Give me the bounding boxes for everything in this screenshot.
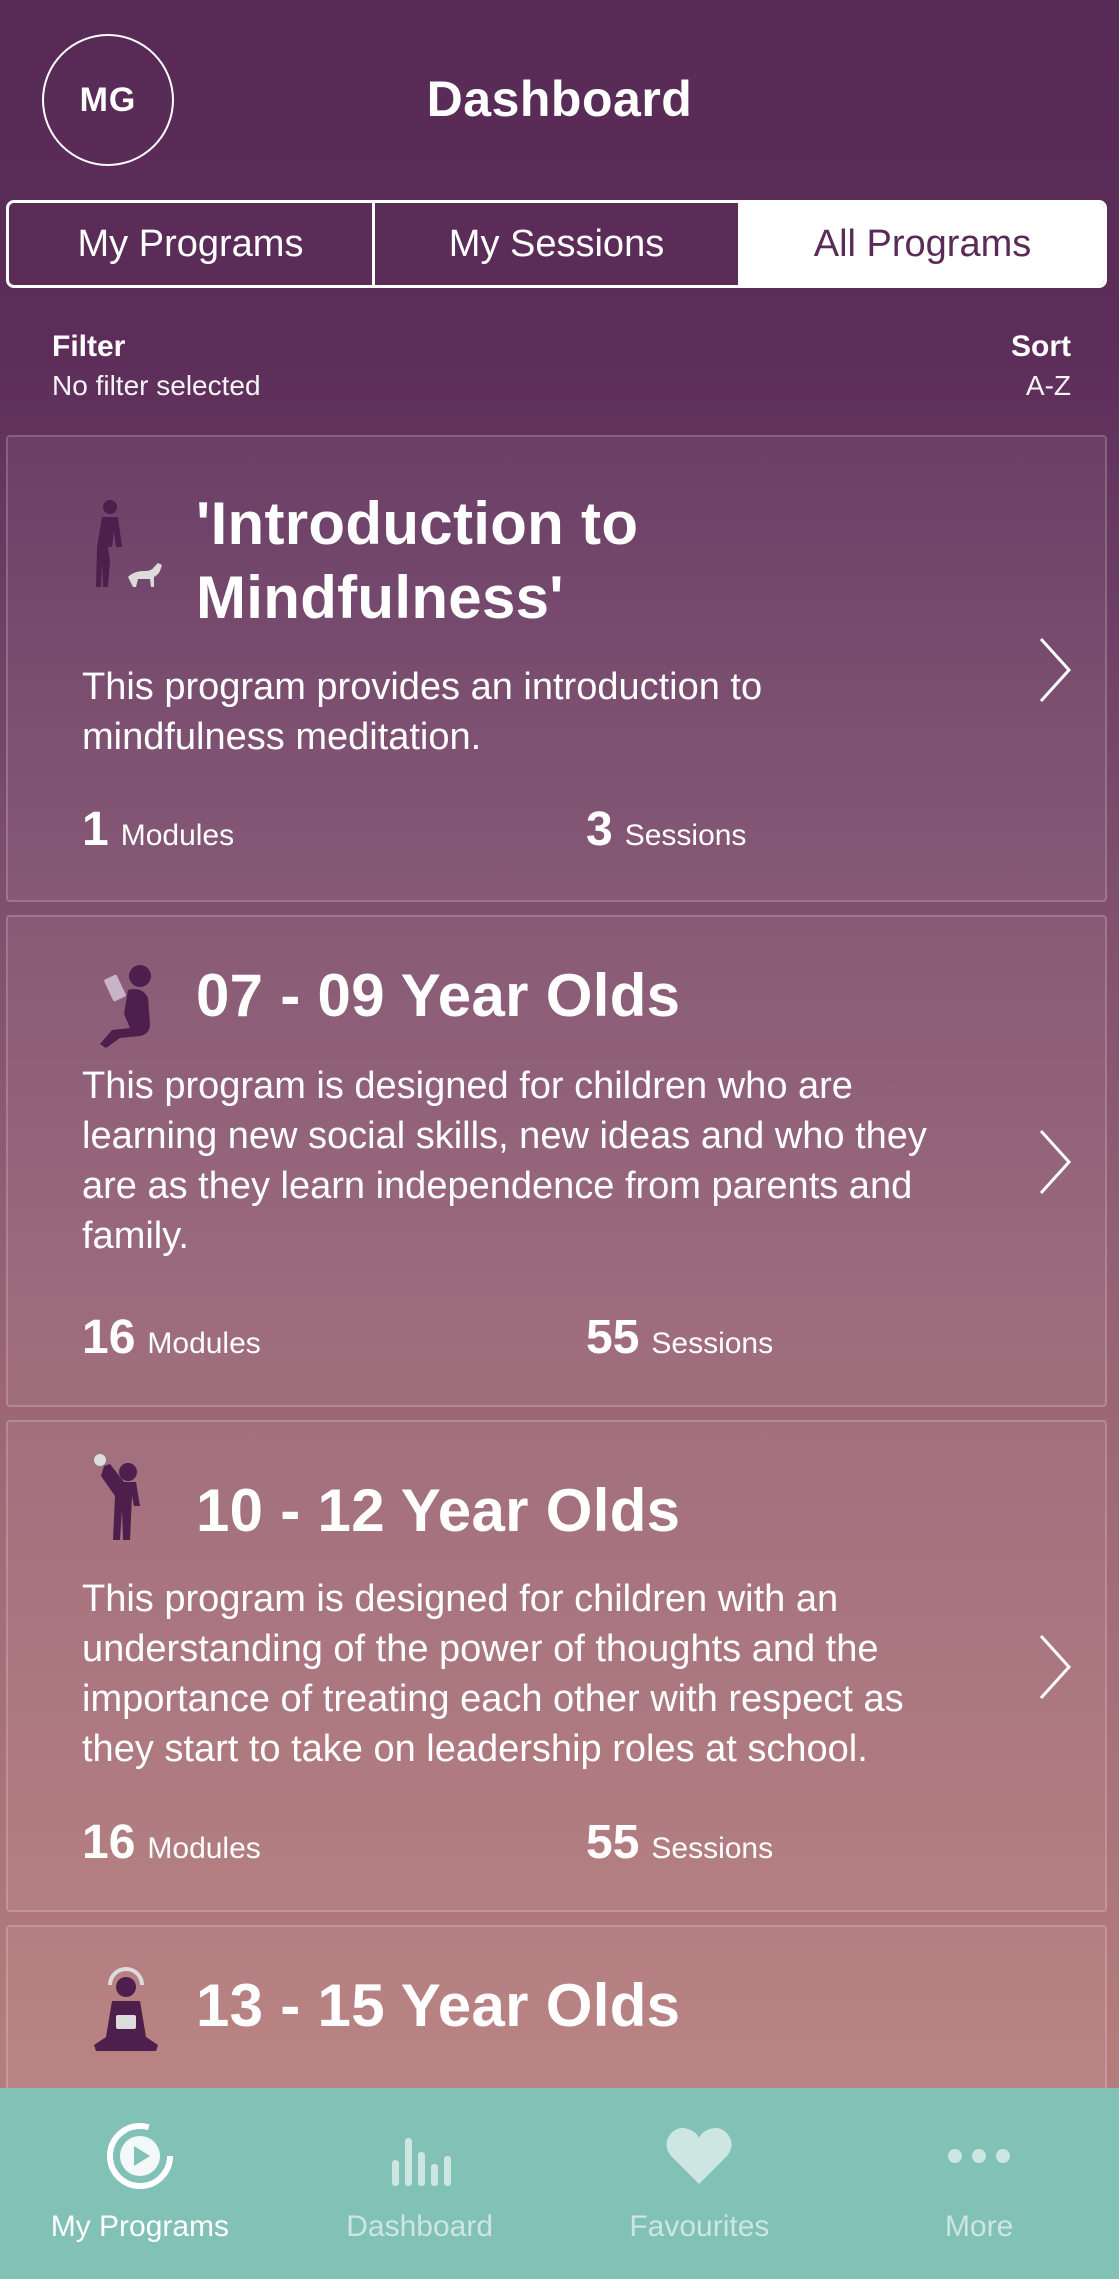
sort-title: Sort — [1011, 330, 1071, 363]
chevron-right-icon — [1035, 1127, 1075, 1197]
modules-count: 16 — [82, 1311, 136, 1364]
bar-chart-icon — [380, 2116, 460, 2196]
filter-sort-bar — [0, 330, 1119, 410]
segmented-tabs — [6, 200, 1107, 288]
nav-dashboard[interactable] — [280, 2088, 560, 2279]
nav-label: Favourites — [629, 2210, 770, 2243]
filter-value: No filter selected — [52, 370, 261, 401]
sessions-label: Sessions — [624, 819, 747, 852]
program-title: 13 - 15 Year Olds — [196, 1972, 681, 2039]
modules-stat — [82, 802, 234, 857]
program-description: This program is designed for children with an understanding of the power of thoughts and the importance of treating each other with respect as they start to take on leadership roles at school. — [82, 1578, 904, 1770]
avatar[interactable]: MG — [42, 34, 174, 166]
filter-title: Filter — [52, 330, 126, 363]
modules-label: Modules — [120, 819, 235, 852]
heart-icon — [659, 2116, 739, 2196]
sessions-count: 55 — [586, 1816, 640, 1869]
chevron-right-icon — [1035, 635, 1075, 705]
tab-all-programs[interactable]: All Programs — [738, 203, 1104, 285]
sessions-stat — [586, 1815, 773, 1870]
modules-stat — [82, 1310, 261, 1365]
page-title: Dashboard — [426, 71, 693, 127]
program-card[interactable] — [6, 915, 1107, 1407]
nav-more[interactable] — [839, 2088, 1119, 2279]
header — [0, 0, 1119, 200]
nav-label: Dashboard — [346, 2210, 493, 2243]
sessions-stat — [586, 802, 746, 857]
sort-value: A-Z — [1025, 370, 1071, 401]
sort-button[interactable] — [1011, 330, 1071, 402]
program-title: 'Introduction to Mindfulness' — [196, 490, 639, 631]
modules-label: Modules — [147, 1832, 261, 1865]
program-card[interactable] — [6, 435, 1107, 902]
teen-meditating-headphones-icon — [88, 1965, 158, 2055]
modules-label: Modules — [147, 1327, 261, 1360]
play-circle-icon — [100, 2116, 180, 2196]
program-description: This program provides an introduction to mindfulness meditation. — [82, 666, 763, 758]
modules-stat — [82, 1815, 261, 1870]
filter-button[interactable] — [52, 330, 261, 402]
nav-label: My Programs — [50, 2210, 230, 2243]
modules-count: 16 — [82, 1816, 136, 1869]
nav-my-programs[interactable] — [0, 2088, 280, 2279]
child-throwing-ball-icon — [88, 1452, 158, 1542]
program-description: This program is designed for children who are learning new social skills, new ideas and who they are as they learn independence from parents and family. — [82, 1065, 927, 1257]
program-card[interactable] — [6, 1420, 1107, 1912]
sessions-label: Sessions — [651, 1327, 774, 1360]
more-dots-icon — [939, 2116, 1019, 2196]
modules-count: 1 — [82, 803, 109, 856]
tab-my-sessions[interactable]: My Sessions — [372, 203, 738, 285]
program-title: 10 - 12 Year Olds — [196, 1477, 681, 1544]
person-walking-dog-icon — [88, 497, 158, 587]
nav-label: More — [944, 2210, 1014, 2243]
sessions-count: 55 — [586, 1311, 640, 1364]
program-title: 07 - 09 Year Olds — [196, 962, 681, 1029]
child-reading-icon — [88, 962, 158, 1052]
bottom-nav — [0, 2088, 1119, 2279]
sessions-label: Sessions — [651, 1832, 774, 1865]
nav-favourites[interactable] — [560, 2088, 840, 2279]
tab-my-programs[interactable]: My Programs — [77, 222, 304, 265]
sessions-count: 3 — [586, 803, 613, 856]
sessions-stat — [586, 1310, 773, 1365]
chevron-right-icon — [1035, 1632, 1075, 1702]
